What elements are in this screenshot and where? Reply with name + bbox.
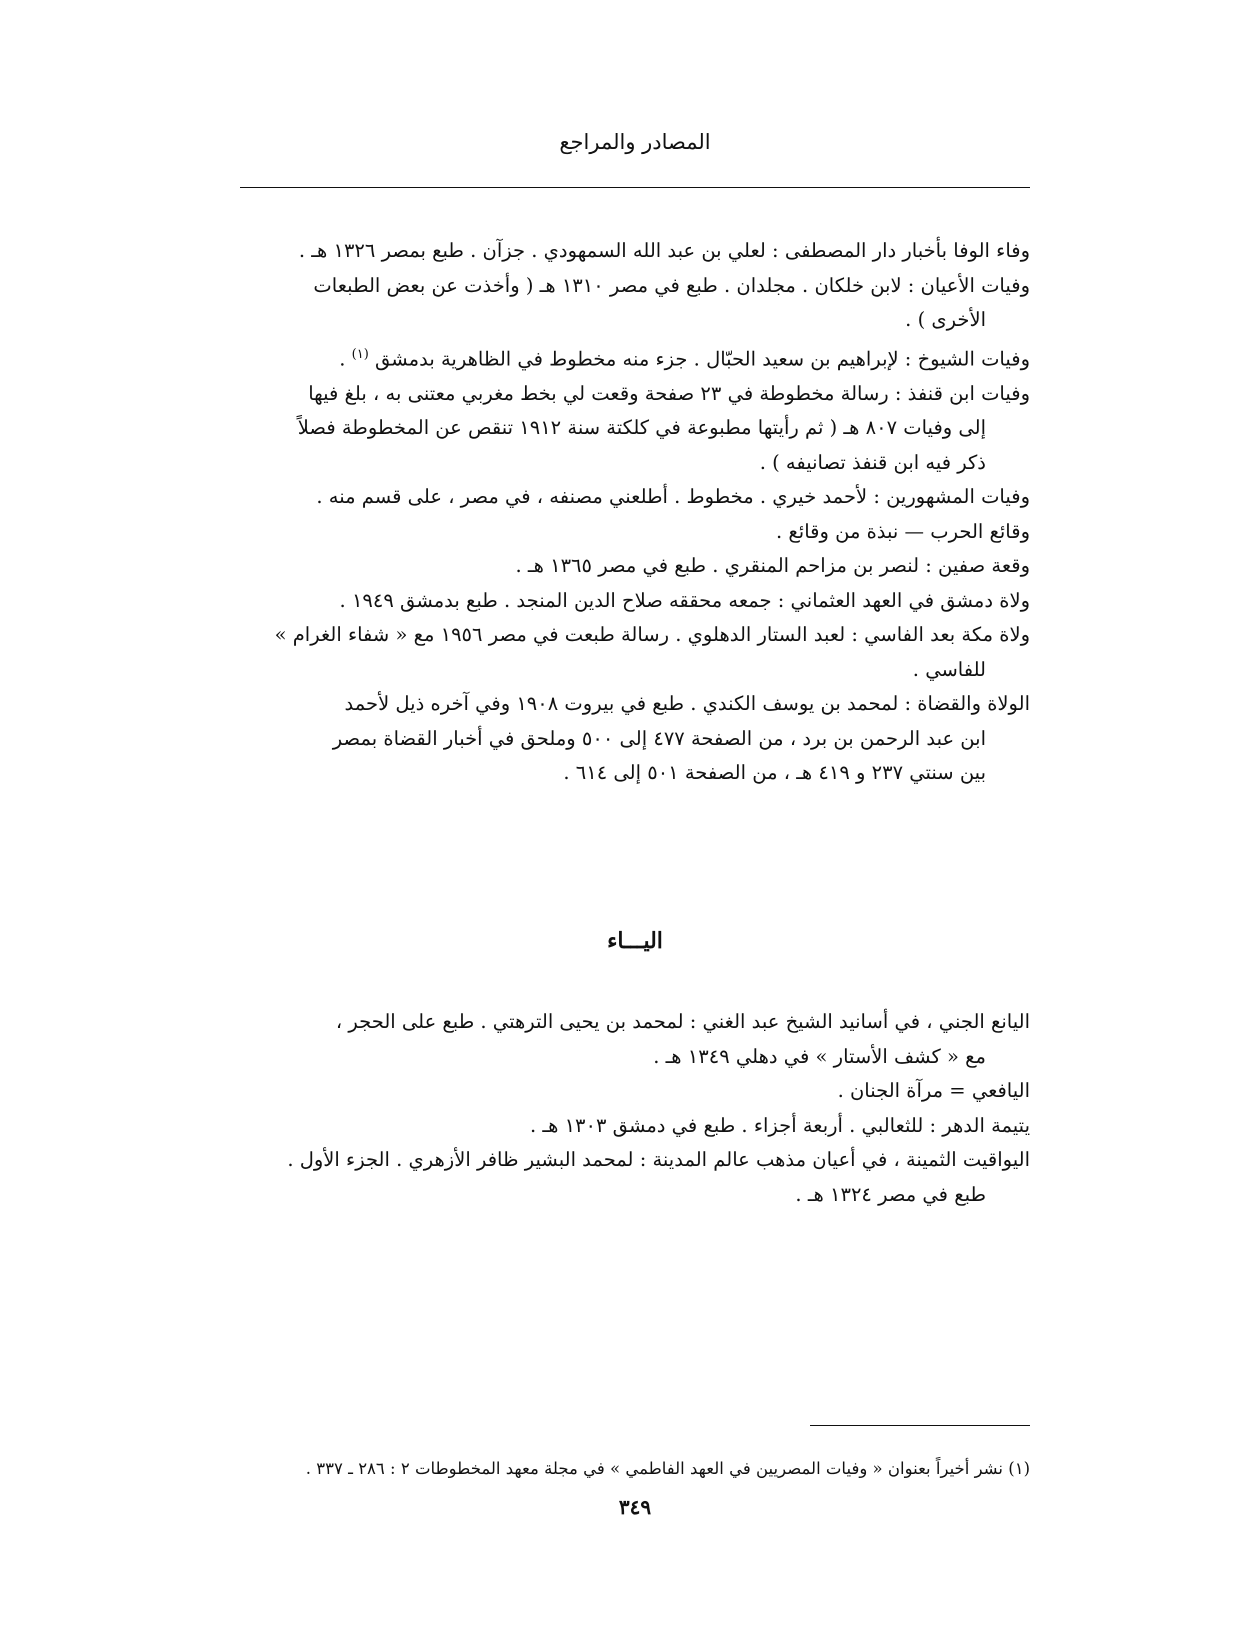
entry-continuation: ابن عبد الرحمن بن برد ، من الصفحة ٤٧٧ إلى ٥٠٠ وملحق في أخبار القضاة بمصر [332,726,986,750]
list-item [240,549,1030,584]
list-item [240,584,1030,619]
entry-continuation: طبع في مصر ١٣٢٤ هـ . [795,1182,986,1206]
entry-line: وفيات الأعيان : لابن خلكان . مجلدان . طبع في مصر ١٣١٠ هـ ( وأخذت عن بعض الطبعات [313,273,1030,297]
list-item [240,377,1030,481]
entry-continuation: بين سنتي ٢٣٧ و ٤١٩ هـ ، من الصفحة ٥٠١ إلى ٦١٤ . [563,761,986,784]
entry-line: وفيات الشيوخ : لإبراهيم بن سعيد الحبّال . جزء منه مخطوط في الظاهرية بدمشق [375,347,1030,370]
entry-line: وفيات ابن قنفذ : رسالة مخطوطة في ٢٣ صفحة وقعت لي بخط مغربي معتنى به ، بلغ فيها [308,381,1030,405]
entries-waw [240,234,1030,791]
entry-continuation: إلى وفيات ٨٠٧ هـ ( ثم رأيتها مطبوعة في كلكتة سنة ١٩١٢ تنقص عن المخطوطة فصلاً [297,416,986,439]
entry-continuation: مع « كشف الأستار » في دهلي ١٣٤٩ هـ . [653,1044,986,1068]
entry-line: وفيات المشهورين : لأحمد خيري . مخطوط . أطلعني مصنفه ، في مصر ، على قسم منه . [316,485,1030,508]
list-item [240,1143,1030,1212]
entry-line: اليافعي = مرآة الجنان . [837,1079,1030,1102]
entry-continuation: الأخرى ) . [905,308,986,331]
entry-line: اليانع الجني ، في أسانيد الشيخ عبد الغني : لمحمد بن يحيى الترهتي . طبع على الحجر ، [335,1010,1030,1033]
entry-line: يتيمة الدهر : للثعالبي . أربعة أجزاء . طبع في دمشق ١٣٠٣ هـ . [529,1113,1030,1137]
entry-line-end: . [339,347,352,370]
entry-continuation: للفاسي . [912,657,986,681]
entry-line: ولاة مكة بعد الفاسي : لعبد الستار الدهلوي . رسالة طبعت في مصر ١٩٥٦ مع « شفاء الغرام » [274,623,1030,646]
list-item [240,338,1030,377]
page-number: ٣٤٩ [618,1495,652,1519]
list-item [240,480,1030,515]
list-item [240,618,1030,687]
header-rule [240,187,1030,188]
entry-continuation: ذكر فيه ابن قنفذ تصانيفه ) . [759,450,986,474]
entry-line: وقائع الحرب — نبذة من وقائع . [776,519,1030,543]
list-item [240,269,1030,338]
entry-line: اليواقيت الثمينة ، في أعيان مذهب عالم المدينة : لمحمد البشير ظافر الأزهري . الجزء الأول . [287,1148,1030,1171]
footnote-mark[interactable]: (١) [351,346,369,362]
entry-line: ولاة دمشق في العهد العثماني : جمعه محققه صلاح الدين المنجد . طبع بدمشق ١٩٤٩ . [339,588,1030,612]
section-title-ya: اليـــاء [607,928,663,954]
list-item [240,515,1030,550]
entry-line: وفاء الوفا بأخبار دار المصطفى : لعلي بن عبد الله السمهودي . جزآن . طبع بمصر ١٣٢٦ هـ . [298,239,1030,262]
entries-ya [240,1005,1030,1212]
list-item [240,1109,1030,1144]
list-item [240,1074,1030,1109]
list-item [240,234,1030,269]
page-header: المصادر والمراجع [559,130,711,154]
list-item [240,1005,1030,1074]
entry-line: وقعة صفين : لنصر بن مزاحم المنقري . طبع في مصر ١٣٦٥ هـ . [515,554,1030,577]
list-item [240,687,1030,791]
footnote: (١) نشر أخيراً بعنوان « وفيات المصريين في العهد الفاطمي » في مجلة معهد المخطوطات ٢ : ٢٨٦ ـ ٣٣٧ . [305,1459,1030,1478]
entry-line: الولاة والقضاة : لمحمد بن يوسف الكندي . طبع في بيروت ١٩٠٨ وفي آخره ذيل لأحمد [344,692,1030,715]
footnote-rule [810,1425,1030,1426]
